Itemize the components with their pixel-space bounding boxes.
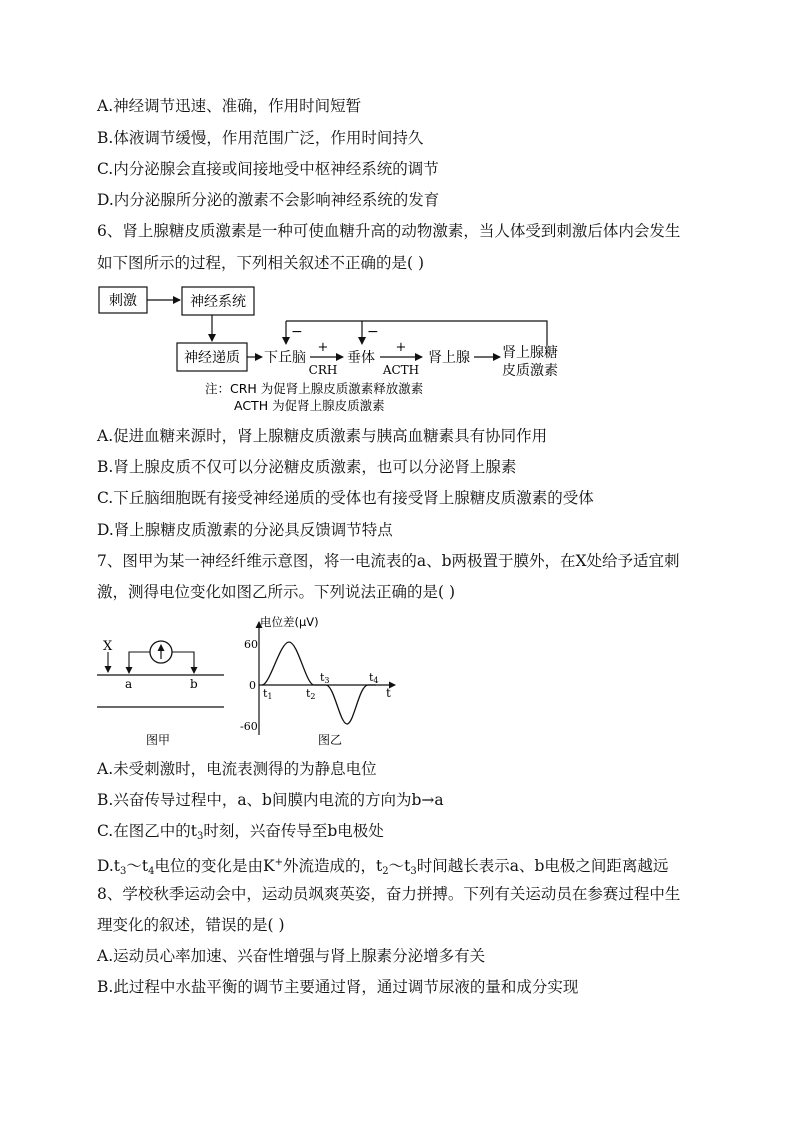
minus-sign-pituitary: − bbox=[367, 324, 379, 340]
electrode-wire-a bbox=[129, 652, 150, 672]
stimulus-x-label: X bbox=[103, 639, 113, 654]
q6-stem-line2: 如下图所示的过程，下列相关叙述不正确的是( ) bbox=[97, 254, 425, 272]
plus-sign-crh: + bbox=[317, 340, 329, 355]
q7-stem-line2: 激，测得电位变化如图乙所示。下列说法正确的是( ) bbox=[97, 583, 456, 601]
acth-label: ACTH bbox=[382, 363, 420, 377]
note-line1: 注：CRH 为促肾上腺皮质激素释放激素 bbox=[205, 381, 424, 396]
q6-option-a: A.促进血糖来源时，肾上腺糖皮质激素与胰高血糖素具有协同作用 bbox=[97, 427, 548, 445]
x-axis-label: t bbox=[386, 686, 391, 700]
hypothalamus-label: 下丘脑 bbox=[264, 350, 306, 366]
pituitary-label: 垂体 bbox=[347, 350, 375, 366]
plus-sign-acth: + bbox=[395, 340, 407, 355]
t1-label: t1 bbox=[263, 687, 273, 701]
q7-option-d: $D.t_3\sim t_4$电位的变化是由K+外流造成的，$t_2\sim t_3$时间越长表示a、b电极之间距离越远 bbox=[97, 857, 669, 877]
y-tick-neg60: -60 bbox=[240, 720, 258, 733]
q8-stem-line1: 8、学校秋季运动会中，运动员飒爽英姿，奋力拼搏。下列有关运动员在参赛过程中生 bbox=[97, 885, 681, 903]
y-axis-label: 电位差(μV) bbox=[260, 615, 319, 629]
hormone-label-line2: 皮质激素 bbox=[502, 363, 558, 379]
y-tick-0: 0 bbox=[249, 679, 256, 692]
q6-option-d: D.肾上腺糖皮质激素的分泌具反馈调节特点 bbox=[97, 521, 393, 539]
q7-option-c: C.在图乙中的$t_3$时刻，兴奋传导至b电极处 bbox=[97, 822, 384, 842]
q5-option-a: A.神经调节迅速、准确，作用时间短暂 bbox=[97, 97, 362, 115]
stimulus-label: 刺激 bbox=[109, 293, 137, 309]
q6-option-c: C.下丘脑细胞既有接受神经递质的受体也有接受肾上腺糖皮质激素的受体 bbox=[97, 489, 594, 507]
neurotransmitter-label: 神经递质 bbox=[184, 350, 240, 366]
crh-label: CRH bbox=[308, 363, 338, 377]
t2-label: t2 bbox=[306, 687, 316, 701]
q5-option-c: C.内分泌腺会直接或间接地受中枢神经系统的调节 bbox=[97, 160, 439, 178]
q5-option-b: B.体液调节缓慢，作用范围广泛，作用时间持久 bbox=[97, 129, 424, 147]
electrode-wire-b bbox=[172, 652, 194, 672]
potential-curve bbox=[262, 642, 376, 724]
q8-option-b: B.此过程中水盐平衡的调节主要通过肾，通过调节尿液的量和成分实现 bbox=[97, 978, 579, 996]
hormone-label-line1: 肾上腺糖 bbox=[502, 345, 558, 361]
q6-option-b: B.肾上腺皮质不仅可以分泌糖皮质激素，也可以分泌肾上腺素 bbox=[97, 458, 517, 476]
electrode-a-label: a bbox=[125, 677, 133, 691]
q5-option-d: D.内分泌腺所分泌的激素不会影响神经系统的发育 bbox=[97, 191, 440, 209]
q7-option-b: B.兴奋传导过程中，a、b间膜内电流的方向为b→a bbox=[97, 791, 444, 809]
q7-figure-a-nerve-fiber bbox=[92, 630, 237, 752]
q7-stem-line1: 7、图甲为某一神经纤维示意图，将一电流表的a、b两极置于膜外，在X处给予适宜刺 bbox=[97, 552, 680, 570]
t3-label: t3 bbox=[320, 671, 330, 685]
adrenal-gland-label: 肾上腺 bbox=[428, 350, 470, 366]
minus-sign-hypothalamus: − bbox=[291, 324, 303, 340]
q6-stem-line1: 6、肾上腺糖皮质激素是一种可使血糖升高的动物激素，当人体受到刺激后体内会发生 bbox=[97, 222, 681, 240]
nervous-system-label: 神经系统 bbox=[190, 294, 246, 310]
q8-stem-line2: 理变化的叙述，错误的是( ) bbox=[97, 916, 285, 934]
q8-option-a: A.运动员心率加速、兴奋性增强与肾上腺素分泌增多有关 bbox=[97, 947, 486, 965]
q7-option-a: A.未受刺激时，电流表测得的为静息电位 bbox=[97, 760, 377, 778]
note-line2: ACTH 为促肾上腺皮质激素 bbox=[234, 398, 385, 413]
figure-b-caption: 图乙 bbox=[317, 733, 343, 747]
electrode-b-label: b bbox=[190, 677, 198, 691]
t4-label: t4 bbox=[369, 671, 379, 685]
q7-figure-b-potential-graph bbox=[235, 610, 405, 752]
figure-a-caption: 图甲 bbox=[145, 733, 171, 747]
q6-hormone-regulation-diagram bbox=[90, 280, 570, 415]
y-tick-60: 60 bbox=[244, 638, 258, 651]
